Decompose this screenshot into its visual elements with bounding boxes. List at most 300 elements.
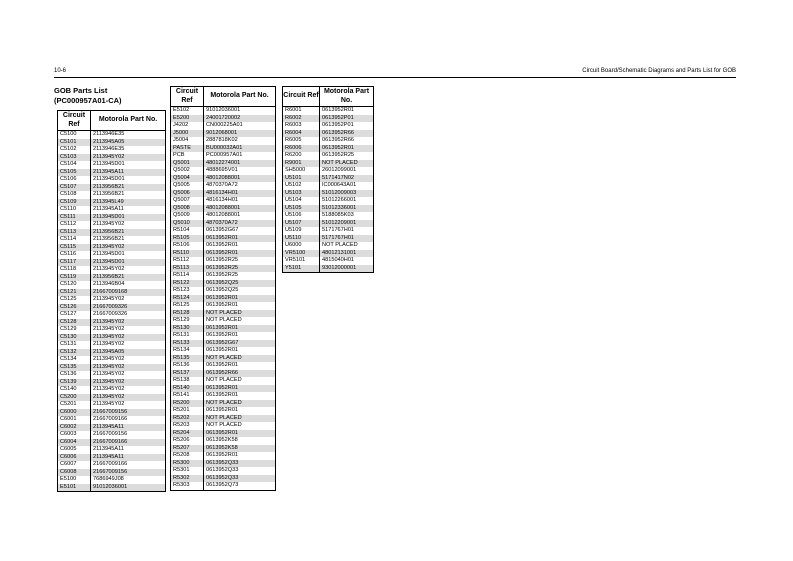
part-number-cell: 0613952R66 bbox=[204, 370, 276, 378]
circuit-ref-cell: C6003 bbox=[58, 431, 91, 439]
circuit-ref-cell: C6002 bbox=[58, 424, 91, 432]
table-row bbox=[171, 235, 276, 243]
circuit-ref-cell: C5117 bbox=[58, 259, 91, 267]
part-number-cell: NOT PLACED bbox=[204, 400, 276, 408]
table-row bbox=[58, 169, 166, 177]
circuit-ref-cell: R5133 bbox=[171, 340, 204, 348]
table-row bbox=[58, 394, 166, 402]
table-row bbox=[171, 460, 276, 468]
part-number-cell: 2113945Y02 bbox=[93, 221, 125, 227]
table-row bbox=[58, 341, 166, 349]
table-row bbox=[171, 280, 276, 288]
table-row bbox=[283, 190, 374, 198]
table-row bbox=[283, 205, 374, 213]
parts-list-title-line2: (PC000957A01-CA) bbox=[54, 96, 122, 105]
circuit-ref-cell: R5201 bbox=[171, 407, 204, 415]
part-number-cell: 2113945Y02 bbox=[91, 334, 166, 342]
circuit-ref-cell: R5123 bbox=[171, 287, 204, 295]
circuit-ref-cell: Q5002 bbox=[171, 167, 204, 175]
circuit-ref-cell: C5103 bbox=[58, 154, 91, 162]
page-number: 10-6 bbox=[54, 68, 67, 74]
table-row bbox=[171, 362, 276, 370]
part-number-cell: 7686949J08 bbox=[93, 476, 124, 482]
circuit-ref-cell: C5116 bbox=[58, 251, 91, 259]
circuit-ref-cell: R5137 bbox=[171, 370, 204, 378]
circuit-ref-cell: C5109 bbox=[58, 199, 91, 207]
table-row bbox=[171, 317, 276, 325]
table-row bbox=[58, 281, 166, 289]
table-row bbox=[171, 287, 276, 295]
table-row bbox=[58, 454, 166, 462]
circuit-ref-cell: C5107 bbox=[58, 184, 91, 192]
circuit-ref-cell: PASTE bbox=[171, 145, 204, 153]
part-number-cell: 5171767H01 bbox=[320, 235, 374, 243]
table-row bbox=[58, 439, 166, 447]
circuit-ref-cell: Q5008 bbox=[171, 205, 204, 213]
circuit-ref-cell: C6004 bbox=[58, 439, 91, 447]
column-header-circuit-ref: Circuit Ref bbox=[58, 111, 91, 131]
circuit-ref-cell: R5206 bbox=[171, 437, 204, 445]
table-row bbox=[171, 347, 276, 355]
table-row bbox=[58, 326, 166, 334]
part-number-cell: CN000225A01 bbox=[206, 122, 243, 128]
table-row bbox=[58, 146, 166, 154]
circuit-ref-cell: R5200 bbox=[171, 400, 204, 408]
parts-table-2 bbox=[170, 86, 276, 491]
part-number-cell: 0613952R25 bbox=[204, 265, 276, 273]
table-row bbox=[58, 259, 166, 267]
table-row bbox=[58, 229, 166, 237]
circuit-ref-cell: Q5006 bbox=[171, 190, 204, 198]
part-number-cell: 0613952R01 bbox=[204, 295, 276, 303]
table-row bbox=[171, 160, 276, 168]
table-row bbox=[171, 227, 276, 235]
part-number-cell: 51012009003 bbox=[320, 190, 374, 198]
part-number-cell: 0613952R01 bbox=[206, 242, 239, 248]
column-header-motorola-part: Motorola Part No. bbox=[204, 87, 276, 107]
part-number-cell: 0613952Q73 bbox=[206, 482, 239, 488]
circuit-ref-cell: C5128 bbox=[58, 319, 91, 327]
table-row bbox=[58, 154, 166, 162]
table-row bbox=[171, 167, 276, 175]
circuit-ref-cell: R5141 bbox=[171, 392, 204, 400]
circuit-ref-cell: C5126 bbox=[58, 304, 91, 312]
table-row bbox=[171, 295, 276, 303]
header-rule bbox=[54, 77, 736, 78]
part-number-cell: 2113946E35 bbox=[93, 131, 125, 137]
table-row bbox=[171, 310, 276, 318]
part-number-cell: 2113945A05 bbox=[91, 349, 166, 357]
table-row bbox=[171, 190, 276, 198]
circuit-ref-cell: R5208 bbox=[171, 452, 204, 460]
circuit-ref-cell: C6006 bbox=[58, 454, 91, 462]
part-number-cell: 2113945A11 bbox=[93, 206, 124, 212]
table-row bbox=[171, 370, 276, 378]
part-number-cell: 5171767H01 bbox=[322, 227, 355, 233]
part-number-cell: 0613952Q33 bbox=[204, 460, 276, 468]
table-row bbox=[171, 467, 276, 475]
table-row bbox=[58, 139, 166, 147]
table-row bbox=[171, 302, 276, 310]
part-number-cell: 2113945Y02 bbox=[93, 296, 125, 302]
circuit-ref-cell: E5102 bbox=[171, 107, 204, 115]
circuit-ref-cell: C5130 bbox=[58, 334, 91, 342]
circuit-ref-cell: R5204 bbox=[171, 430, 204, 438]
part-number-cell: 0613952G67 bbox=[206, 227, 239, 233]
part-number-cell: 48012088001 bbox=[204, 175, 276, 183]
circuit-ref-cell: C5121 bbox=[58, 289, 91, 297]
table-row bbox=[283, 242, 374, 250]
table-row bbox=[58, 461, 166, 469]
part-number-cell: 4870370A72 bbox=[206, 182, 238, 188]
part-number-cell: 2113945D01 bbox=[91, 259, 166, 267]
circuit-ref-cell: J5004 bbox=[171, 137, 204, 145]
circuit-ref-cell: J5000 bbox=[171, 130, 204, 138]
circuit-ref-cell: C5136 bbox=[58, 371, 91, 379]
part-number-cell: 2113945A11 bbox=[91, 169, 166, 177]
table-row bbox=[58, 199, 166, 207]
circuit-ref-cell: C5127 bbox=[58, 311, 91, 319]
circuit-ref-cell: R5300 bbox=[171, 460, 204, 468]
part-number-cell: 0613952Q25 bbox=[206, 287, 239, 293]
circuit-ref-cell: R5106 bbox=[171, 242, 204, 250]
circuit-ref-cell: R6001 bbox=[283, 107, 320, 115]
table-row bbox=[283, 212, 374, 220]
circuit-ref-cell: C5135 bbox=[58, 364, 91, 372]
table-row bbox=[171, 265, 276, 273]
part-number-cell: 0613952R66 bbox=[322, 137, 355, 143]
part-number-cell: NOT PLACED bbox=[206, 317, 242, 323]
part-number-cell: 2113945A11 bbox=[91, 454, 166, 462]
part-number-cell: 2113945A11 bbox=[93, 446, 124, 452]
part-number-cell: 21667009168 bbox=[91, 289, 166, 297]
part-number-cell: 2113945A05 bbox=[91, 139, 166, 147]
part-number-cell: 0613952R01 bbox=[204, 250, 276, 258]
part-number-cell: 0613952R01 bbox=[206, 392, 239, 398]
circuit-ref-cell: U5107 bbox=[283, 220, 320, 228]
part-number-cell: 0613952R25 bbox=[206, 272, 239, 278]
circuit-ref-cell: R5301 bbox=[171, 467, 204, 475]
part-number-cell: 2113945Y02 bbox=[91, 394, 166, 402]
part-number-cell: 2113945Y02 bbox=[93, 386, 125, 392]
table-row bbox=[283, 220, 374, 228]
part-number-cell: 24001720002 bbox=[204, 115, 276, 123]
circuit-ref-cell: C5139 bbox=[58, 379, 91, 387]
table-row bbox=[171, 115, 276, 123]
circuit-ref-cell: R5303 bbox=[171, 482, 204, 490]
table-row bbox=[58, 266, 166, 274]
table-row bbox=[171, 257, 276, 265]
circuit-ref-cell: R5110 bbox=[171, 250, 204, 258]
table-row bbox=[171, 175, 276, 183]
part-number-cell: 2113956B21 bbox=[91, 274, 166, 282]
circuit-ref-cell: C5105 bbox=[58, 169, 91, 177]
circuit-ref-cell: R9001 bbox=[283, 160, 320, 168]
table-row bbox=[283, 167, 374, 175]
part-number-cell: 0613952R01 bbox=[204, 325, 276, 333]
circuit-ref-cell: E5101 bbox=[58, 484, 91, 492]
part-number-cell: 0613952R01 bbox=[206, 332, 239, 338]
circuit-ref-cell: C5113 bbox=[58, 229, 91, 237]
table-row bbox=[171, 445, 276, 453]
part-number-cell: 2113956B21 bbox=[91, 229, 166, 237]
circuit-ref-cell: VR5100 bbox=[283, 250, 320, 258]
circuit-ref-cell: U5104 bbox=[283, 197, 320, 205]
circuit-ref-cell: Q5009 bbox=[171, 212, 204, 220]
part-number-cell: 0613952R01 bbox=[206, 302, 239, 308]
part-number-cell: 0613952P01 bbox=[322, 122, 354, 128]
table-row bbox=[58, 446, 166, 454]
part-number-cell: PC000957A01 bbox=[206, 152, 243, 158]
table-row bbox=[58, 304, 166, 312]
part-number-cell: 21667009326 bbox=[93, 311, 128, 317]
circuit-ref-cell: R5105 bbox=[171, 235, 204, 243]
table-row bbox=[58, 251, 166, 259]
part-number-cell: 0613952Q33 bbox=[206, 467, 239, 473]
part-number-cell: 21667009156 bbox=[93, 431, 128, 437]
table-row bbox=[283, 130, 374, 138]
part-number-cell: 5188085K03 bbox=[322, 212, 354, 218]
table-row bbox=[283, 160, 374, 168]
circuit-ref-cell: C5115 bbox=[58, 244, 91, 252]
circuit-ref-cell: C5111 bbox=[58, 214, 91, 222]
circuit-ref-cell: C5119 bbox=[58, 274, 91, 282]
table-row bbox=[283, 137, 374, 145]
circuit-ref-cell: C5140 bbox=[58, 386, 91, 394]
table-row bbox=[171, 220, 276, 228]
table-row bbox=[171, 340, 276, 348]
circuit-ref-cell: R6003 bbox=[283, 122, 320, 130]
part-number-cell: 0613952R25 bbox=[206, 257, 239, 263]
part-number-cell: 91012036001 bbox=[91, 484, 166, 492]
circuit-ref-cell: U5110 bbox=[283, 235, 320, 243]
part-number-cell: 51012266001 bbox=[322, 197, 357, 203]
table-row bbox=[283, 197, 374, 205]
part-number-cell: 4888695V01 bbox=[206, 167, 238, 173]
section-title: Circuit Board/Schematic Diagrams and Parts List for GOB bbox=[582, 68, 736, 74]
table-row bbox=[58, 274, 166, 282]
circuit-ref-cell: R6200 bbox=[283, 152, 320, 160]
table-row bbox=[171, 145, 276, 153]
circuit-ref-cell: C5114 bbox=[58, 236, 91, 244]
part-number-cell: 9012068001 bbox=[204, 130, 276, 138]
part-number-cell: 21667009166 bbox=[93, 461, 128, 467]
part-number-cell: 2113945D01 bbox=[93, 251, 125, 257]
table-row bbox=[171, 250, 276, 258]
part-number-cell: 0613952R01 bbox=[206, 362, 239, 368]
part-number-cell: 21667009326 bbox=[91, 304, 166, 312]
table-row bbox=[283, 107, 374, 115]
circuit-ref-cell: R5202 bbox=[171, 415, 204, 423]
part-number-cell: 0613952R01 bbox=[204, 235, 276, 243]
circuit-ref-cell: R5114 bbox=[171, 272, 204, 280]
table-row bbox=[58, 356, 166, 364]
part-number-cell: 2113945Y02 bbox=[93, 371, 125, 377]
table-row bbox=[58, 334, 166, 342]
part-number-cell: 2113956B21 bbox=[93, 191, 125, 197]
table-row bbox=[171, 355, 276, 363]
part-number-cell: 0613952R01 bbox=[322, 107, 355, 113]
circuit-ref-cell: U5101 bbox=[283, 175, 320, 183]
part-number-cell: 0613952K58 bbox=[206, 437, 238, 443]
table-row bbox=[171, 392, 276, 400]
part-number-cell: 51012336001 bbox=[320, 205, 374, 213]
column-header-circuit-ref: Circuit Ref bbox=[171, 87, 204, 107]
table-row bbox=[171, 242, 276, 250]
table-row bbox=[283, 265, 374, 273]
part-number-cell: 51012209001 bbox=[320, 220, 374, 228]
circuit-ref-cell: R6004 bbox=[283, 130, 320, 138]
part-number-cell: 2113945Y02 bbox=[91, 319, 166, 327]
circuit-ref-cell: C5131 bbox=[58, 341, 91, 349]
part-number-cell: 2113945Y02 bbox=[93, 326, 125, 332]
circuit-ref-cell: C5200 bbox=[58, 394, 91, 402]
circuit-ref-cell: R5131 bbox=[171, 332, 204, 340]
table-row bbox=[58, 244, 166, 252]
table-row bbox=[171, 332, 276, 340]
column-header-motorola-part: Motorola Part No. bbox=[91, 111, 166, 131]
part-number-cell: 21667009156 bbox=[91, 409, 166, 417]
part-number-cell: 2887818K02 bbox=[206, 137, 238, 143]
part-number-cell: 2113945D01 bbox=[91, 214, 166, 222]
part-number-cell: 2113945A11 bbox=[91, 424, 166, 432]
part-number-cell: NOT PLACED bbox=[320, 160, 374, 168]
column-header-circuit-ref: Circuit Ref bbox=[283, 87, 320, 107]
part-number-cell: 2113945L49 bbox=[91, 199, 166, 207]
table-row bbox=[171, 272, 276, 280]
part-number-cell: NOT PLACED bbox=[206, 377, 242, 383]
part-number-cell: 2113945D01 bbox=[93, 176, 125, 182]
circuit-ref-cell: VR5101 bbox=[283, 257, 320, 265]
part-number-cell: 4815040H01 bbox=[322, 257, 355, 263]
part-number-cell: 0613952P01 bbox=[320, 115, 374, 123]
table-row bbox=[283, 152, 374, 160]
circuit-ref-cell: Y5101 bbox=[283, 265, 320, 273]
table-row bbox=[58, 161, 166, 169]
table-row bbox=[171, 197, 276, 205]
part-number-cell: 4816134H01 bbox=[204, 190, 276, 198]
part-number-cell: 2113945D01 bbox=[93, 161, 125, 167]
part-number-cell: NOT PLACED bbox=[322, 242, 358, 248]
circuit-ref-cell: U5103 bbox=[283, 190, 320, 198]
part-number-cell: 0613952G67 bbox=[204, 340, 276, 348]
table-row bbox=[171, 152, 276, 160]
circuit-ref-cell: C5129 bbox=[58, 326, 91, 334]
table-row bbox=[58, 409, 166, 417]
circuit-ref-cell: R5130 bbox=[171, 325, 204, 333]
table-row bbox=[171, 212, 276, 220]
parts-list-title-line1: GOB Parts List bbox=[54, 86, 108, 95]
table-row bbox=[58, 319, 166, 327]
circuit-ref-cell: C5112 bbox=[58, 221, 91, 229]
circuit-ref-cell: R5129 bbox=[171, 317, 204, 325]
table-row bbox=[171, 437, 276, 445]
table-row bbox=[171, 325, 276, 333]
parts-table-3 bbox=[282, 86, 374, 273]
table-row bbox=[283, 122, 374, 130]
circuit-ref-cell: R5140 bbox=[171, 385, 204, 393]
circuit-ref-cell: C6000 bbox=[58, 409, 91, 417]
circuit-ref-cell: R5124 bbox=[171, 295, 204, 303]
parts-table-1 bbox=[57, 110, 166, 492]
table-row bbox=[58, 221, 166, 229]
part-number-cell: 0613952K58 bbox=[204, 445, 276, 453]
table-row bbox=[283, 145, 374, 153]
part-number-cell: 0613952Q25 bbox=[204, 280, 276, 288]
table-row bbox=[58, 424, 166, 432]
table-row bbox=[171, 422, 276, 430]
part-number-cell: 4816134H01 bbox=[206, 197, 239, 203]
part-number-cell: 0613952R01 bbox=[206, 347, 239, 353]
table-row bbox=[171, 122, 276, 130]
table-row bbox=[171, 407, 276, 415]
circuit-ref-cell: R5113 bbox=[171, 265, 204, 273]
table-row bbox=[171, 385, 276, 393]
circuit-ref-cell: C5110 bbox=[58, 206, 91, 214]
circuit-ref-cell: C5104 bbox=[58, 161, 91, 169]
circuit-ref-cell: C5125 bbox=[58, 296, 91, 304]
circuit-ref-cell: C5102 bbox=[58, 146, 91, 154]
circuit-ref-cell: R5138 bbox=[171, 377, 204, 385]
table-row bbox=[171, 137, 276, 145]
circuit-ref-cell: Q5005 bbox=[171, 182, 204, 190]
part-number-cell: 2113956B21 bbox=[93, 236, 125, 242]
circuit-ref-cell: C6008 bbox=[58, 469, 91, 477]
circuit-ref-cell: SH5000 bbox=[283, 167, 320, 175]
circuit-ref-cell: C5108 bbox=[58, 191, 91, 199]
table-row bbox=[283, 175, 374, 183]
circuit-ref-cell: E5200 bbox=[171, 115, 204, 123]
table-row bbox=[283, 227, 374, 235]
circuit-ref-cell: R5122 bbox=[171, 280, 204, 288]
circuit-ref-cell: R6005 bbox=[283, 137, 320, 145]
part-number-cell: 48012088001 bbox=[204, 205, 276, 213]
circuit-ref-cell: C5134 bbox=[58, 356, 91, 364]
table-row bbox=[58, 416, 166, 424]
table-row bbox=[171, 130, 276, 138]
table-row bbox=[283, 257, 374, 265]
table-row bbox=[58, 176, 166, 184]
circuit-ref-cell: C5201 bbox=[58, 401, 91, 409]
circuit-ref-cell: C5106 bbox=[58, 176, 91, 184]
part-number-cell: NOT PLACED bbox=[204, 415, 276, 423]
circuit-ref-cell: Q5001 bbox=[171, 160, 204, 168]
part-number-cell: 93012000001 bbox=[320, 265, 374, 273]
circuit-ref-cell: Q5010 bbox=[171, 220, 204, 228]
table-row bbox=[58, 206, 166, 214]
part-number-cell: 2113956B21 bbox=[91, 184, 166, 192]
part-number-cell: 21667009156 bbox=[91, 469, 166, 477]
circuit-ref-cell: R5128 bbox=[171, 310, 204, 318]
table-row bbox=[58, 191, 166, 199]
part-number-cell: NOT PLACED bbox=[204, 355, 276, 363]
table-row bbox=[58, 311, 166, 319]
part-number-cell: 2113945Y02 bbox=[93, 266, 125, 272]
circuit-ref-cell: R5135 bbox=[171, 355, 204, 363]
part-number-cell: NOT PLACED bbox=[204, 310, 276, 318]
circuit-ref-cell: R5136 bbox=[171, 362, 204, 370]
table-row bbox=[171, 452, 276, 460]
table-row bbox=[283, 182, 374, 190]
part-number-cell: 2113946E35 bbox=[93, 146, 125, 152]
table-row bbox=[171, 205, 276, 213]
table-row bbox=[171, 482, 276, 490]
circuit-ref-cell: Q5004 bbox=[171, 175, 204, 183]
column-header-motorola-part: Motorola Part No. bbox=[320, 87, 374, 107]
part-number-cell: 0613952R01 bbox=[206, 407, 239, 413]
table-row bbox=[58, 386, 166, 394]
part-number-cell: 2113945Y02 bbox=[93, 356, 125, 362]
